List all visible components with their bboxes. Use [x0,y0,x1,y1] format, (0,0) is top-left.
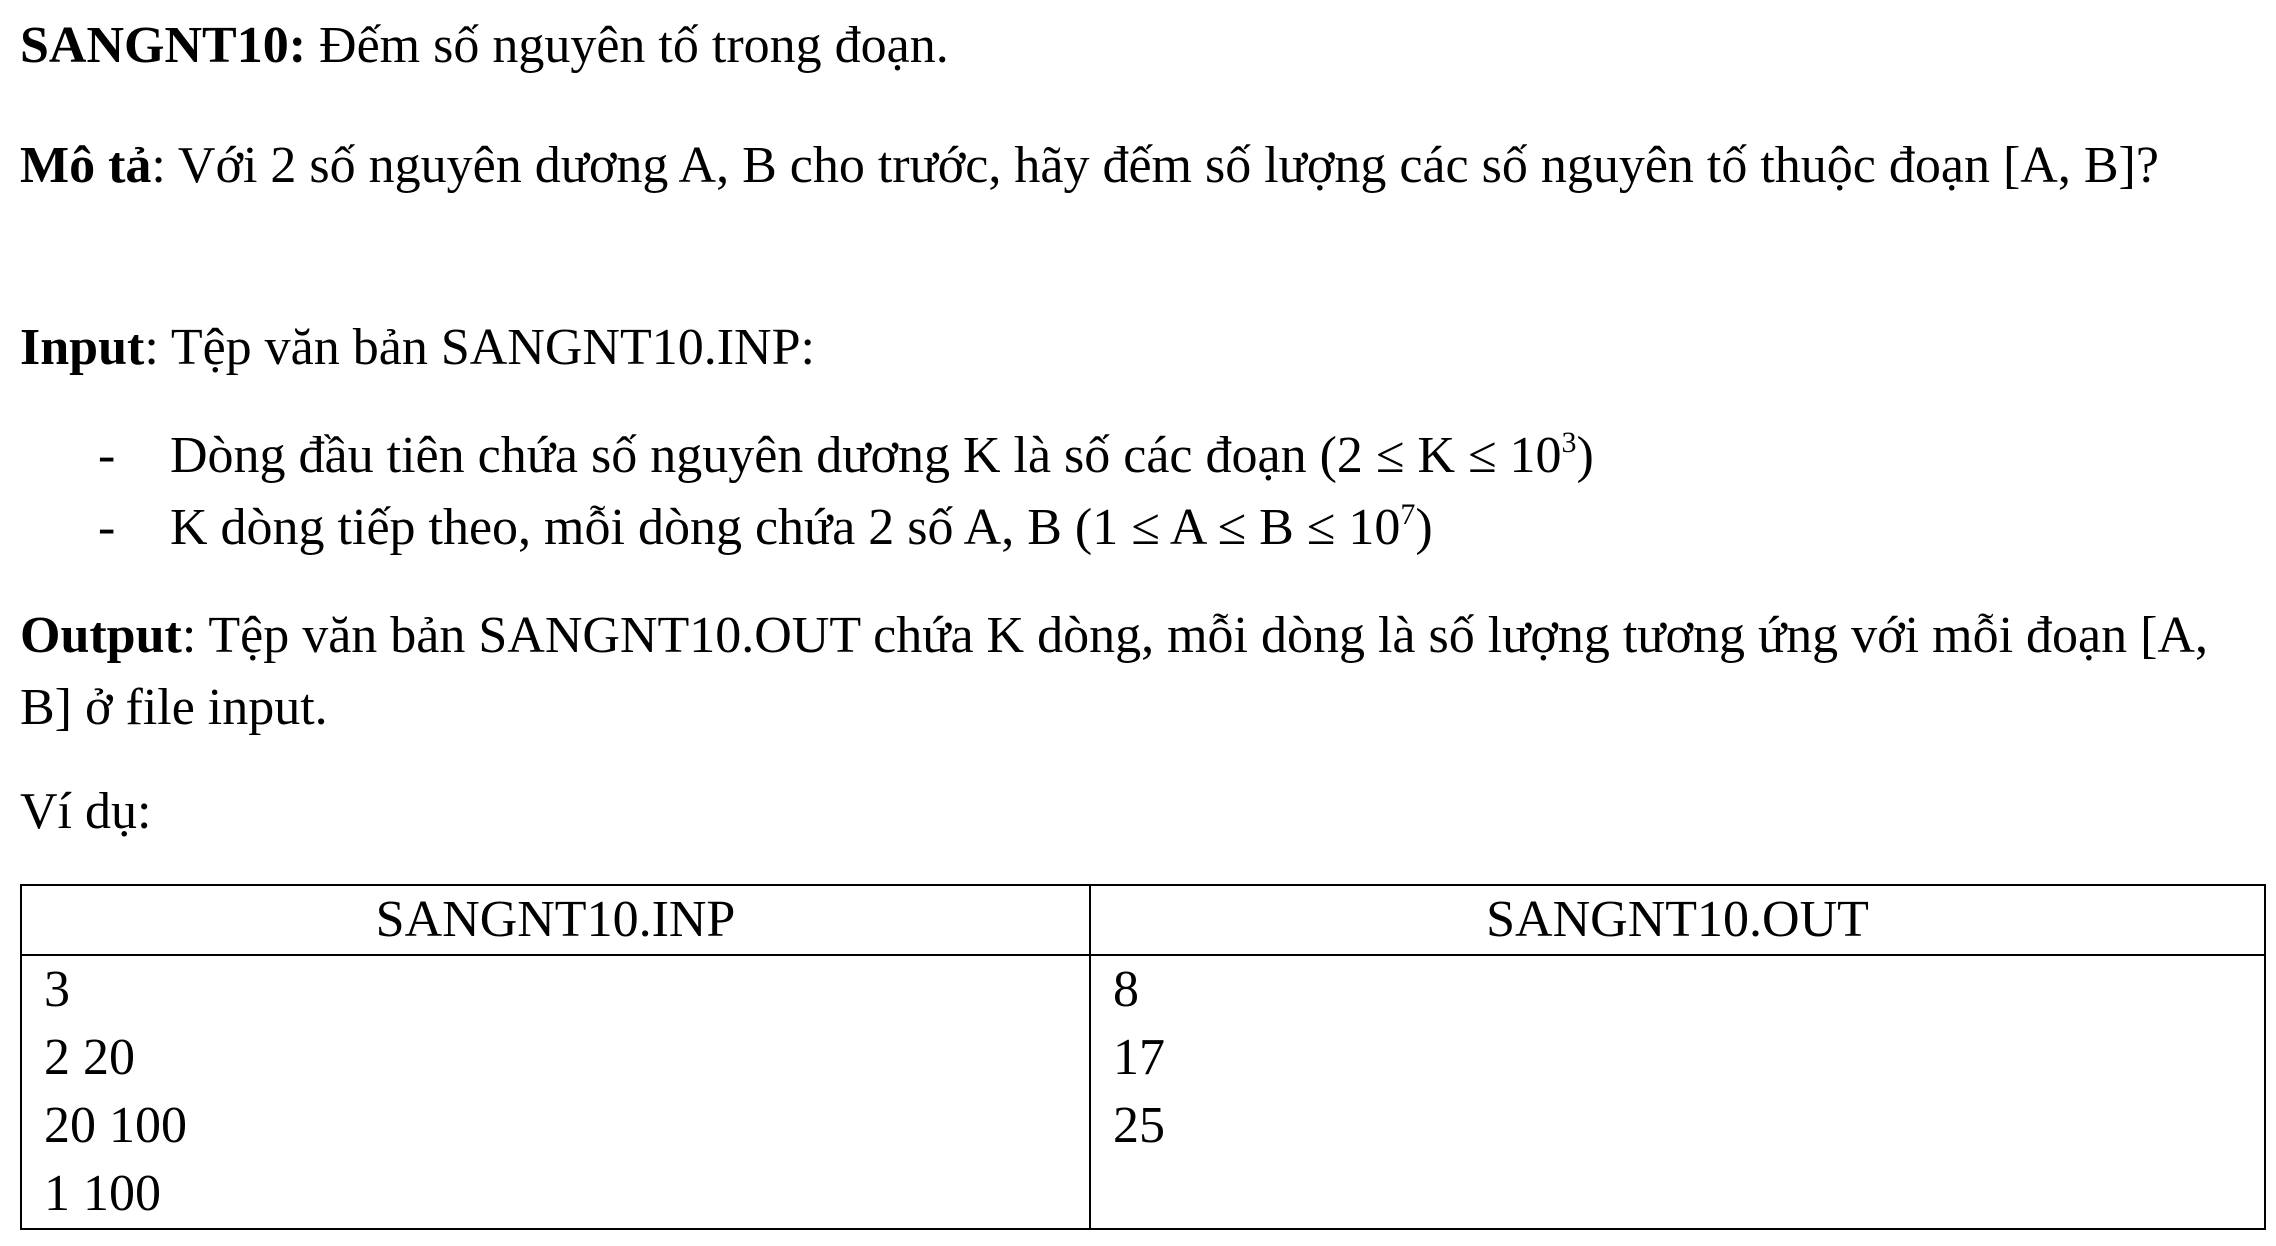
problem-title [20,10,949,82]
description-label: Mô tả [20,137,152,194]
sample-output-cell [1090,955,2265,1229]
sample-input-line: 20 100 [44,1097,187,1154]
bullet-main-text: Dòng đầu tiên chứa số nguyên dương K là số các đoạn (2 ≤ K ≤ 10 [170,427,1562,484]
bullet-tail: ) [1415,499,1433,556]
sample-table [20,884,2266,1230]
problem-title-text: Đếm số nguyên tố trong đoạn. [306,17,949,74]
input-label: Input [20,319,145,376]
sample-table-body-row [21,955,2265,1229]
input-paragraph [20,312,815,384]
bullet-exponent: 3 [1561,426,1577,459]
output-text: : Tệp văn bản SANGNT10.OUT chứa K dòng, mỗi dòng là số lượng tương ứng với mỗi đoạn [A, B] ở file input. [20,607,2208,736]
sample-input-line: 2 20 [44,1029,135,1086]
sample-output-line: 8 [1113,961,1140,1018]
bullet-text [170,420,1594,492]
bullet-exponent: 7 [1400,498,1416,531]
sample-output-line: 17 [1113,1029,1166,1086]
input-text: : Tệp văn bản SANGNT10.INP: [144,319,815,376]
description-paragraph [20,130,2256,202]
sample-input-header: SANGNT10.INP [21,885,1090,955]
input-bullet-item [20,420,2256,492]
bullet-dash: - [98,427,116,484]
bullet-dash: - [98,499,116,556]
sample-output-header: SANGNT10.OUT [1090,885,2265,955]
bullet-main-text: K dòng tiếp theo, mỗi dòng chứa 2 số A, B (1 ≤ A ≤ B ≤ 10 [170,499,1401,556]
input-bullet-item [20,492,2256,564]
sample-input-line: 1 100 [44,1165,161,1222]
example-label: Ví dụ: [20,783,152,840]
bullet-text [170,492,1433,564]
output-paragraph [20,600,2256,744]
output-label: Output [20,607,182,664]
input-bullet-list [20,420,2256,564]
sample-input-line: 3 [44,961,70,1018]
sample-input-cell [21,955,1090,1229]
description-text: : Với 2 số nguyên dương A, B cho trước, hãy đếm số lượng các số nguyên tố thuộc đoạn [A, B]? [151,137,2159,194]
sample-output-line: 25 [1113,1097,1166,1154]
bullet-tail: ) [1576,427,1594,484]
sample-table-header-row [21,885,2265,955]
problem-code: SANGNT10: [20,17,307,74]
